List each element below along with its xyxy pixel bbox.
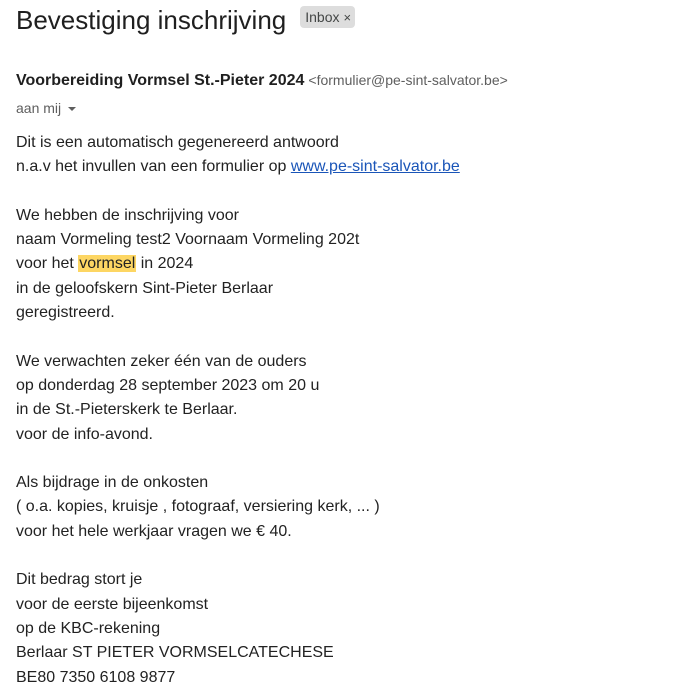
- blank-line: [16, 180, 666, 204]
- email-header: [16, 0, 355, 40]
- body-line: in de St.-Pieterskerk te Berlaar.: [16, 401, 238, 419]
- body-line: geregistreerd.: [16, 304, 115, 322]
- blank-line: [16, 447, 666, 471]
- body-line: BE80 7350 6108 9877: [16, 668, 176, 686]
- sender-name[interactable]: Voorbereiding Vormsel St.-Pieter 2024: [16, 72, 305, 89]
- inbox-label-text: Inbox: [305, 9, 340, 25]
- body-line: voor de eerste bijeenkomst: [16, 595, 209, 613]
- body-text: voor het: [16, 255, 79, 273]
- body-line: [16, 155, 666, 179]
- body-line: We verwachten zeker één van de ouders: [16, 352, 307, 370]
- remove-label-icon[interactable]: ×: [343, 9, 352, 25]
- chevron-down-icon[interactable]: [68, 107, 76, 111]
- body-line: ( o.a. kopies, kruisje , fotograaf, versiering kerk, ... ): [16, 498, 380, 516]
- body-text: n.a.v het invullen van een formulier op: [16, 158, 291, 176]
- search-highlight: vormsel: [79, 255, 136, 273]
- body-line: Berlaar ST PIETER VORMSELCATECHESE: [16, 644, 334, 662]
- body-line: Als bijdrage in de onkosten: [16, 474, 209, 492]
- email-body: [16, 131, 666, 690]
- blank-line: [16, 325, 666, 349]
- blank-line: [16, 544, 666, 568]
- body-line: voor het hele werkjaar vragen we € 40.: [16, 522, 292, 540]
- body-line: in de geloofskern Sint-Pieter Berlaar: [16, 279, 274, 297]
- recipient-text: aan mij: [16, 100, 62, 116]
- sender-row: [16, 72, 508, 94]
- body-line: op de KBC-rekening: [16, 619, 161, 637]
- body-line: op donderdag 28 september 2023 om 20 u: [16, 376, 320, 394]
- body-line: voor de info-avond.: [16, 425, 153, 443]
- body-text: in 2024: [136, 255, 194, 273]
- body-line: Dit is een automatisch gegenereerd antwoord: [16, 134, 339, 151]
- body-line: [16, 252, 666, 276]
- website-link[interactable]: www.pe-sint-salvator.be: [290, 158, 460, 176]
- recipient-row[interactable]: [16, 98, 76, 118]
- body-line: Dit bedrag stort je: [16, 571, 143, 589]
- sender-email: <formulier@pe-sint-salvator.be>: [308, 72, 508, 88]
- inbox-label-chip[interactable]: [300, 6, 355, 28]
- body-line: We hebben de inschrijving voor: [16, 206, 239, 224]
- email-subject: Bevestiging inschrijving: [16, 5, 287, 35]
- body-line: naam Vormeling test2 Voornaam Vormeling 202t: [16, 231, 360, 249]
